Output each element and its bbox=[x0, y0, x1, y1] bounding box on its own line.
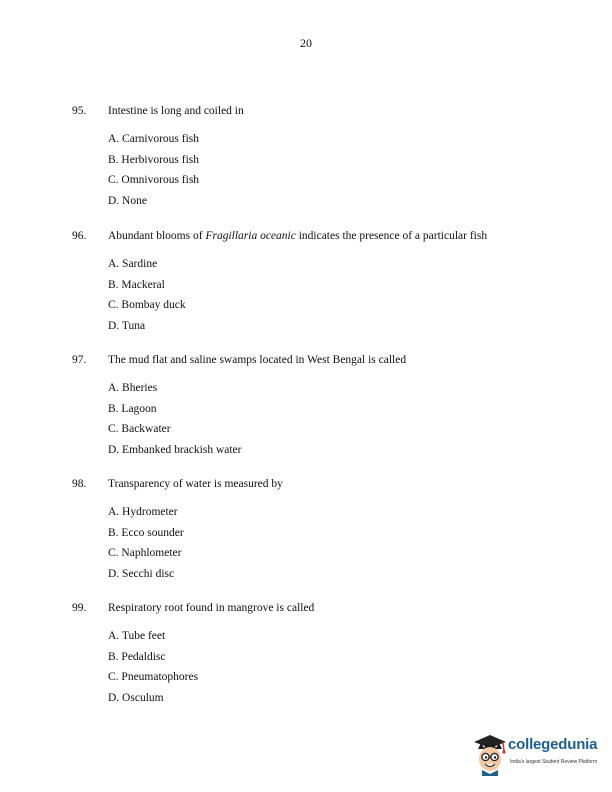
option-c: C. Backwater bbox=[108, 423, 171, 435]
option-b: B. Ecco sounder bbox=[108, 526, 184, 539]
option-d: D. Secchi disc bbox=[108, 567, 175, 580]
student-mascot-icon bbox=[470, 732, 510, 776]
question-line bbox=[0, 103, 612, 119]
question-text bbox=[108, 476, 283, 492]
option-b: B. Lagoon bbox=[108, 402, 157, 415]
question-text-italic: Fragillaria oceanic bbox=[205, 230, 296, 242]
question-text-part: Transparency of water is measured by bbox=[108, 478, 283, 490]
question-text-part: Abundant blooms of bbox=[108, 230, 206, 242]
option-d: D. None bbox=[108, 194, 147, 207]
logo-tagline: India's largest Student Review Platform bbox=[510, 759, 598, 765]
question-text bbox=[108, 352, 406, 368]
question-text bbox=[108, 600, 314, 616]
question-line bbox=[0, 228, 612, 244]
question-98 bbox=[0, 476, 612, 586]
question-text-part: The mud flat and saline swamps located in West Bengal is called bbox=[108, 354, 407, 366]
question-text bbox=[108, 228, 487, 244]
option-b: B. Herbivorous fish bbox=[108, 153, 200, 166]
option-c: C. Omnivorous fish bbox=[108, 174, 200, 186]
question-line bbox=[0, 600, 612, 616]
question-96 bbox=[0, 228, 612, 338]
question-number: 96. bbox=[72, 230, 87, 242]
option-a: A. Bheries bbox=[108, 382, 158, 394]
options-list bbox=[0, 131, 612, 213]
option-a: A. Hydrometer bbox=[108, 506, 178, 518]
option-a: A. Carnivorous fish bbox=[108, 133, 200, 145]
option-b: B. Pedaldisc bbox=[108, 650, 166, 663]
question-text bbox=[108, 103, 244, 119]
options-list bbox=[0, 256, 612, 338]
option-b: B. Mackeral bbox=[108, 278, 165, 291]
question-number: 97. bbox=[72, 354, 87, 366]
option-d: D. Embanked brackish water bbox=[108, 443, 242, 456]
option-c: C. Bombay duck bbox=[108, 299, 186, 311]
collegedunia-logo bbox=[470, 730, 605, 778]
question-number: 99. bbox=[72, 602, 87, 614]
option-c: C. Naphlometer bbox=[108, 547, 182, 559]
question-97 bbox=[0, 352, 612, 462]
page-number: 20 bbox=[300, 36, 312, 50]
question-95 bbox=[0, 103, 612, 213]
question-text-part: Intestine is long and coiled in bbox=[108, 105, 244, 117]
option-a: A. Sardine bbox=[108, 258, 158, 270]
question-99 bbox=[0, 600, 612, 710]
options-list bbox=[0, 628, 612, 710]
question-text-part: Respiratory root found in mangrove is called bbox=[108, 602, 315, 614]
option-d: D. Tuna bbox=[108, 319, 146, 332]
question-number: 98. bbox=[72, 478, 87, 490]
option-a: A. Tube feet bbox=[108, 630, 166, 642]
logo-wordmark: collegedunia bbox=[508, 736, 598, 753]
question-text-part: indicates the presence of a particular fish bbox=[295, 230, 488, 242]
option-d: D. Osculum bbox=[108, 691, 164, 704]
options-list bbox=[0, 380, 612, 462]
question-line bbox=[0, 476, 612, 492]
options-list bbox=[0, 504, 612, 586]
question-number: 95. bbox=[72, 105, 87, 117]
question-line bbox=[0, 352, 612, 368]
option-c: C. Pneumatophores bbox=[108, 671, 199, 683]
